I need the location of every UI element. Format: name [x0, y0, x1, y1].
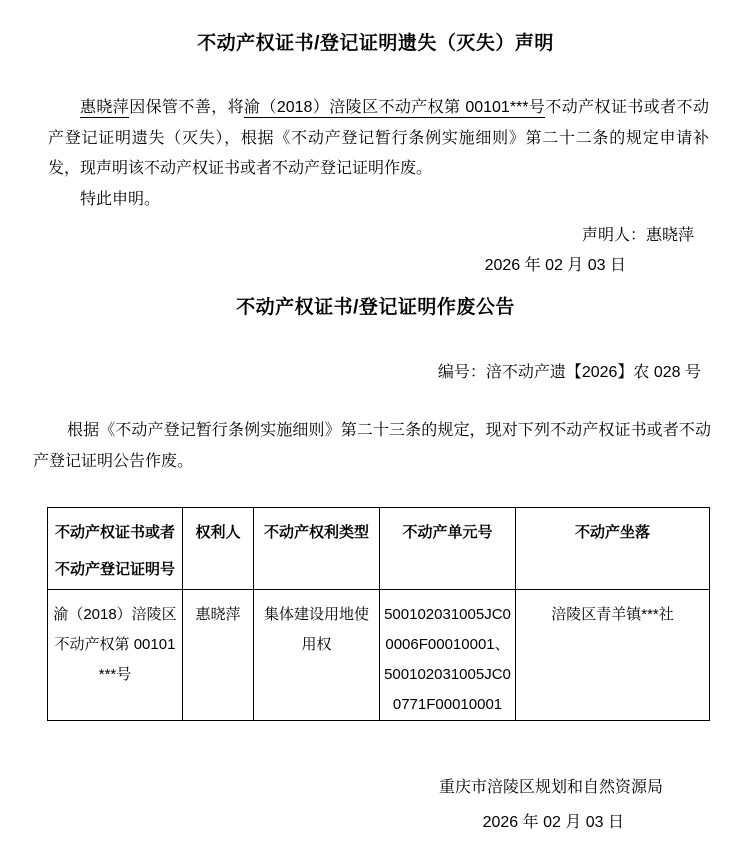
header-certificate-number-line2: 不动产登记证明号	[54, 561, 175, 578]
header-property-location: 不动产坐落	[516, 508, 710, 590]
void-announcement-paragraph: 根据《不动产登记暂行条例实施细则》第二十三条的规定，现对下列不动产权证书或者不动产登记证明公告作废。	[33, 422, 711, 470]
header-unit-number: 不动产单元号	[380, 508, 516, 590]
announcement-date: 2026 年 02 月 03 日	[482, 814, 624, 831]
cell-right-type: 集体建设用地使用权	[254, 590, 380, 721]
void-announcement-title: 不动产权证书/登记证明作废公告	[236, 297, 515, 318]
cell-certificate-number: 渝（2018）涪陵区不动产权第 00101***号	[48, 590, 183, 721]
declaration-rest-text: 不动产权证书或者不动产登记证明遗失（灭失），根据《不动产登记暂行条例实施细则》第二十二条的规定申请补发，现声明该不动产权证书或者不动产登记证明作废。	[48, 99, 709, 177]
loss-declaration-body	[48, 93, 709, 215]
header-rights-holder: 权利人	[183, 508, 254, 590]
declaration-date: 2026 年 02 月 03 日	[484, 257, 626, 274]
declaration-middle-text: 因保管不善，将	[129, 99, 245, 116]
cell-unit-number: 500102031005JC00006F00010001、500102031005JC00771F00010001	[380, 590, 516, 721]
header-certificate-number	[48, 508, 183, 590]
loss-declaration-title: 不动产权证书/登记证明遗失（灭失）声明	[197, 33, 554, 54]
announcement-doc-number: 编号：涪不动产遗【2026】农 028 号	[437, 364, 701, 381]
header-certificate-number-line1: 不动产权证书或者	[54, 524, 175, 541]
certificate-number-underlined: 渝（2018）涪陵区不动产权第 00101***号	[244, 99, 546, 116]
loss-declaration-closing: 特此申明。	[80, 190, 161, 208]
void-certificates-table	[47, 507, 710, 721]
loss-declaration-paragraph	[48, 93, 709, 185]
table-header-row	[48, 508, 710, 590]
void-announcement-body	[33, 416, 711, 477]
issuing-authority: 重庆市涪陵区规划和自然资源局	[438, 779, 663, 796]
declarant-signature-line: 声明人：惠晓萍	[581, 227, 694, 244]
declarant-name-underlined: 惠晓萍	[80, 99, 130, 116]
table-row	[48, 590, 710, 721]
cell-rights-holder: 惠晓萍	[183, 590, 254, 721]
header-right-type: 不动产权利类型	[254, 508, 380, 590]
cell-property-location: 涪陵区青羊镇***社	[516, 590, 710, 721]
